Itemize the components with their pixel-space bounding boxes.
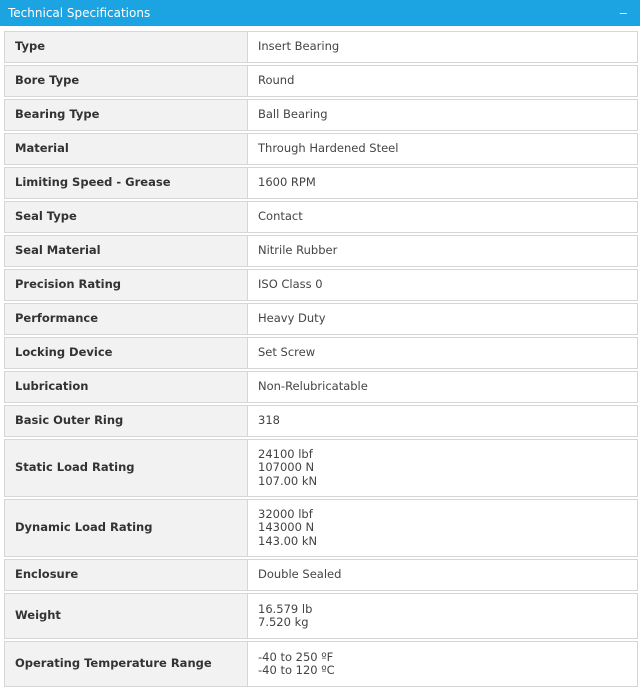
spec-label: Seal Type xyxy=(4,201,247,233)
spec-value-line: 1600 RPM xyxy=(258,175,316,190)
spec-value-line: 32000 lbf xyxy=(258,506,313,521)
spec-row xyxy=(4,99,638,131)
spec-row xyxy=(4,405,638,437)
spec-label: Seal Material xyxy=(4,235,247,267)
spec-value xyxy=(247,269,638,301)
spec-value xyxy=(247,559,638,591)
spec-value xyxy=(247,167,638,199)
spec-value xyxy=(247,133,638,165)
specs-table-body xyxy=(4,31,638,687)
spec-label: Limiting Speed - Grease xyxy=(4,167,247,199)
spec-label: Type xyxy=(4,31,247,63)
spec-value xyxy=(247,303,638,335)
spec-value-line: -40 to 120 ºC xyxy=(258,663,335,677)
spec-row xyxy=(4,167,638,199)
spec-value-line: 107.00 kN xyxy=(258,473,318,488)
spec-value-line: Nitrile Rubber xyxy=(258,243,338,258)
spec-value xyxy=(247,593,638,639)
spec-value-line: Double Sealed xyxy=(258,567,342,582)
panel-title: Technical Specifications xyxy=(8,6,151,20)
spec-value xyxy=(247,499,638,557)
spec-value xyxy=(247,439,638,497)
spec-label: Basic Outer Ring xyxy=(4,405,247,437)
spec-row xyxy=(4,641,638,687)
spec-value xyxy=(247,201,638,233)
panel-header[interactable] xyxy=(0,0,640,26)
spec-value-line: 24100 lbf xyxy=(258,446,313,461)
panel-body xyxy=(0,26,640,689)
spec-row xyxy=(4,559,638,591)
spec-label: Precision Rating xyxy=(4,269,247,301)
spec-label: Enclosure xyxy=(4,559,247,591)
spec-value xyxy=(247,337,638,369)
spec-value-line: Contact xyxy=(258,209,303,224)
spec-row xyxy=(4,201,638,233)
spec-value-line: Set Screw xyxy=(258,345,316,360)
spec-row xyxy=(4,593,638,639)
spec-value-line: 318 xyxy=(258,413,280,428)
collapse-icon[interactable]: − xyxy=(618,6,628,20)
spec-label: Operating Temperature Range xyxy=(4,641,247,687)
spec-value-line: 16.579 lb xyxy=(258,601,313,616)
spec-value-line: 107000 N xyxy=(258,460,315,475)
spec-row xyxy=(4,133,638,165)
spec-row xyxy=(4,269,638,301)
spec-row xyxy=(4,31,638,63)
spec-value-line: -40 to 250 ºF xyxy=(258,649,334,664)
spec-value-line: Round xyxy=(258,73,295,88)
spec-label: Bearing Type xyxy=(4,99,247,131)
spec-value-line: Heavy Duty xyxy=(258,311,326,326)
spec-row xyxy=(4,303,638,335)
spec-label: Locking Device xyxy=(4,337,247,369)
spec-value-line: Non-Relubricatable xyxy=(258,379,368,394)
spec-label: Static Load Rating xyxy=(4,439,247,497)
spec-value-line: Through Hardened Steel xyxy=(258,141,399,156)
spec-row xyxy=(4,439,638,497)
spec-row xyxy=(4,499,638,557)
spec-value xyxy=(247,371,638,403)
spec-label: Bore Type xyxy=(4,65,247,97)
spec-value xyxy=(247,65,638,97)
spec-value xyxy=(247,405,638,437)
spec-value-line: 143000 N xyxy=(258,520,315,535)
spec-value-line: 7.520 kg xyxy=(258,615,309,629)
spec-value-line: Insert Bearing xyxy=(258,39,340,54)
spec-value-line: ISO Class 0 xyxy=(258,277,323,292)
spec-label: Material xyxy=(4,133,247,165)
spec-value-line: 143.00 kN xyxy=(258,533,318,548)
spec-row xyxy=(4,235,638,267)
spec-label: Performance xyxy=(4,303,247,335)
spec-row xyxy=(4,337,638,369)
spec-value xyxy=(247,31,638,63)
spec-label: Lubrication xyxy=(4,371,247,403)
spec-value xyxy=(247,641,638,687)
specs-table xyxy=(4,29,638,689)
spec-value xyxy=(247,235,638,267)
spec-value xyxy=(247,99,638,131)
spec-row xyxy=(4,371,638,403)
spec-label: Weight xyxy=(4,593,247,639)
spec-row xyxy=(4,65,638,97)
spec-value-line: Ball Bearing xyxy=(258,107,328,122)
spec-label: Dynamic Load Rating xyxy=(4,499,247,557)
